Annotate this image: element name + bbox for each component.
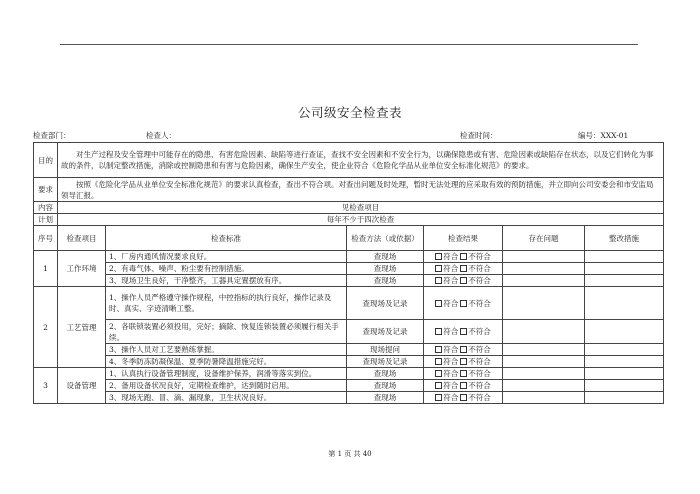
pass-label: 符合: [443, 369, 459, 378]
page-footer: 第 1 页 共 40: [328, 450, 372, 458]
table-row: [34, 380, 664, 392]
issue-cell[interactable]: [503, 392, 585, 404]
check-standard: 4、冬季防冻防凝保温、夏季防暑降温措施完好。: [106, 356, 347, 368]
pass-checkbox[interactable]: [435, 277, 442, 284]
issue-cell[interactable]: [503, 287, 585, 320]
requirement-label: 要求: [34, 178, 58, 202]
pass-label: 符合: [443, 345, 459, 354]
issue-cell[interactable]: [503, 320, 585, 344]
meta-line: [33, 130, 663, 142]
check-standard: 2、各联锁装置必须投用，完好；摘除、恢复连锁装置必须履行相关手续。: [106, 320, 347, 344]
fix-cell[interactable]: [585, 263, 664, 275]
requirement-row: [34, 178, 664, 202]
issue-cell[interactable]: [503, 275, 585, 287]
table-row: [34, 392, 664, 404]
check-result: [424, 275, 503, 287]
check-result: [424, 380, 503, 392]
content-row: [34, 202, 664, 214]
fail-checkbox[interactable]: [460, 382, 467, 389]
check-standard: 2、有毒气体、噪声、粉尘要有控制措施。: [106, 263, 347, 275]
issue-cell[interactable]: [503, 251, 585, 263]
check-method: 查现场: [347, 263, 424, 275]
pass-label: 符合: [443, 327, 459, 336]
document-title: 公司级安全检查表: [297, 105, 402, 120]
pass-label: 符合: [443, 393, 459, 402]
table-row: [34, 263, 664, 275]
fail-checkbox[interactable]: [460, 277, 467, 284]
header-standard: 检查标准: [106, 226, 347, 251]
table-row: [34, 287, 664, 320]
fix-cell[interactable]: [585, 320, 664, 344]
check-method: 查现场: [347, 275, 424, 287]
time-label: 检查时间：: [460, 131, 498, 140]
check-standard: 1、操作人员严格遵守操作规程，中控指标的执行良好，操作记录及时、真实、字迹清晰工整。: [106, 287, 347, 320]
check-method: 查现场及记录: [347, 287, 424, 320]
fix-cell[interactable]: [585, 380, 664, 392]
table-row: [34, 251, 664, 263]
pass-label: 符合: [443, 252, 459, 261]
check-standard: 3、现场卫生良好，干净整齐，工器具定置摆放有序。: [106, 275, 347, 287]
fail-label: 不符合: [468, 345, 491, 354]
check-result: [424, 263, 503, 275]
pass-checkbox[interactable]: [435, 346, 442, 353]
check-standard: 2、备用设备状况良好，定期检查维护，达到随时启用。: [106, 380, 347, 392]
group-number: 2: [34, 287, 58, 368]
header-rule: [60, 44, 638, 45]
pass-label: 符合: [443, 276, 459, 285]
header-method: 检查方法（或依据）: [347, 226, 424, 251]
fail-label: 不符合: [468, 369, 491, 378]
purpose-label: 目的: [34, 143, 58, 178]
inspector-label: 检查人：: [146, 131, 176, 140]
pass-checkbox[interactable]: [435, 265, 442, 272]
check-method: 查现场: [347, 251, 424, 263]
fail-label: 不符合: [468, 264, 491, 273]
record-number: 编号：XXX-01: [578, 131, 629, 140]
fix-cell[interactable]: [585, 356, 664, 368]
check-result: [424, 356, 503, 368]
content-text: 见检查项目: [58, 202, 664, 214]
table-row: [34, 368, 664, 380]
header-no: 序号: [34, 226, 58, 251]
pass-checkbox[interactable]: [435, 328, 442, 335]
pass-label: 符合: [443, 264, 459, 273]
pass-checkbox[interactable]: [435, 394, 442, 401]
group-item: 工艺管理: [58, 287, 106, 368]
pass-checkbox[interactable]: [435, 370, 442, 377]
fail-checkbox[interactable]: [460, 370, 467, 377]
check-method: 查现场及记录: [347, 356, 424, 368]
pass-checkbox[interactable]: [435, 358, 442, 365]
check-standard: 1、厂房内通风情况要求良好。: [106, 251, 347, 263]
fix-cell[interactable]: [585, 392, 664, 404]
fix-cell[interactable]: [585, 275, 664, 287]
header-issue: 存在问题: [503, 226, 585, 251]
issue-cell[interactable]: [503, 356, 585, 368]
plan-row: [34, 214, 664, 226]
header-result: 检查结果: [424, 226, 503, 251]
issue-cell[interactable]: [503, 344, 585, 356]
group-item: 工作环境: [58, 251, 106, 287]
fix-cell[interactable]: [585, 251, 664, 263]
check-result: [424, 368, 503, 380]
check-method: 查现场: [347, 368, 424, 380]
check-result: [424, 344, 503, 356]
fail-label: 不符合: [468, 357, 491, 366]
fix-cell[interactable]: [585, 287, 664, 320]
pass-checkbox[interactable]: [435, 300, 442, 307]
table-row: [34, 275, 664, 287]
table-row: [34, 344, 664, 356]
check-standard: 1、认真执行设备管理制度，设备维护保养，润滑等落实到位。: [106, 368, 347, 380]
group-number: 1: [34, 251, 58, 287]
pass-label: 符合: [443, 298, 459, 308]
check-standard: 3、现场无跑、冒、滴、漏现象，卫生状况良好。: [106, 392, 347, 404]
header-fix: 整改措施: [585, 226, 664, 251]
fail-label: 不符合: [468, 298, 491, 308]
check-method: 现场提问: [347, 344, 424, 356]
pass-checkbox[interactable]: [435, 253, 442, 260]
check-result: [424, 320, 503, 344]
fail-checkbox[interactable]: [460, 328, 467, 335]
pass-checkbox[interactable]: [435, 382, 442, 389]
check-method: 查现场: [347, 392, 424, 404]
plan-text: 每年不少于四次检查: [58, 214, 664, 226]
check-standard: 3、操作人员对工艺要熟练掌握。: [106, 344, 347, 356]
table-row: [34, 356, 664, 368]
fail-checkbox[interactable]: [460, 394, 467, 401]
fail-checkbox[interactable]: [460, 253, 467, 260]
fail-label: 不符合: [468, 252, 491, 261]
fail-label: 不符合: [468, 393, 491, 402]
fail-label: 不符合: [468, 327, 491, 336]
pass-label: 符合: [443, 357, 459, 366]
pass-label: 符合: [443, 381, 459, 390]
check-method: 查现场: [347, 380, 424, 392]
check-result: [424, 287, 503, 320]
requirement-text: 按照《危险化学品从业单位安全标准化规范》的要求认真检查，查出不符合项。对查出问题及时处理，暂时无法处理的应采取有效的预防措施，并立即向公司安委会和市安监局领导汇报。: [58, 178, 664, 202]
plan-label: 计划: [34, 214, 58, 226]
issue-cell[interactable]: [503, 368, 585, 380]
purpose-row: [34, 143, 664, 178]
fail-checkbox[interactable]: [460, 346, 467, 353]
check-result: [424, 392, 503, 404]
table-row: [34, 320, 664, 344]
fail-checkbox[interactable]: [460, 300, 467, 307]
header-item: 检查项目: [58, 226, 106, 251]
check-result: [424, 251, 503, 263]
department-label: 检查部门：: [33, 131, 71, 140]
fail-checkbox[interactable]: [460, 358, 467, 365]
checklist-table: [33, 142, 664, 404]
group-number: 3: [34, 368, 58, 404]
header-row: [34, 226, 664, 251]
fix-cell[interactable]: [585, 368, 664, 380]
fail-label: 不符合: [468, 276, 491, 285]
content-label: 内容: [34, 202, 58, 214]
fail-label: 不符合: [468, 381, 491, 390]
fix-cell[interactable]: [585, 344, 664, 356]
check-method: 查现场及记录: [347, 320, 424, 344]
issue-cell[interactable]: [503, 380, 585, 392]
purpose-text: 对生产过程及安全管理中可能存在的隐患、有害危险因素、缺陷等进行查证，查找不安全因素和不安全行为，以确保隐患或有害、危险因素或缺陷存在状态，以及它们转化为事故的条件，以制定整改措施，消除或控制隐患和有害与危险因素，确保生产安全，使企业符合《危险化学品从业单位安全标准化规范》的要求。: [58, 143, 664, 178]
issue-cell[interactable]: [503, 263, 585, 275]
group-item: 设备管理: [58, 368, 106, 404]
fail-checkbox[interactable]: [460, 265, 467, 272]
